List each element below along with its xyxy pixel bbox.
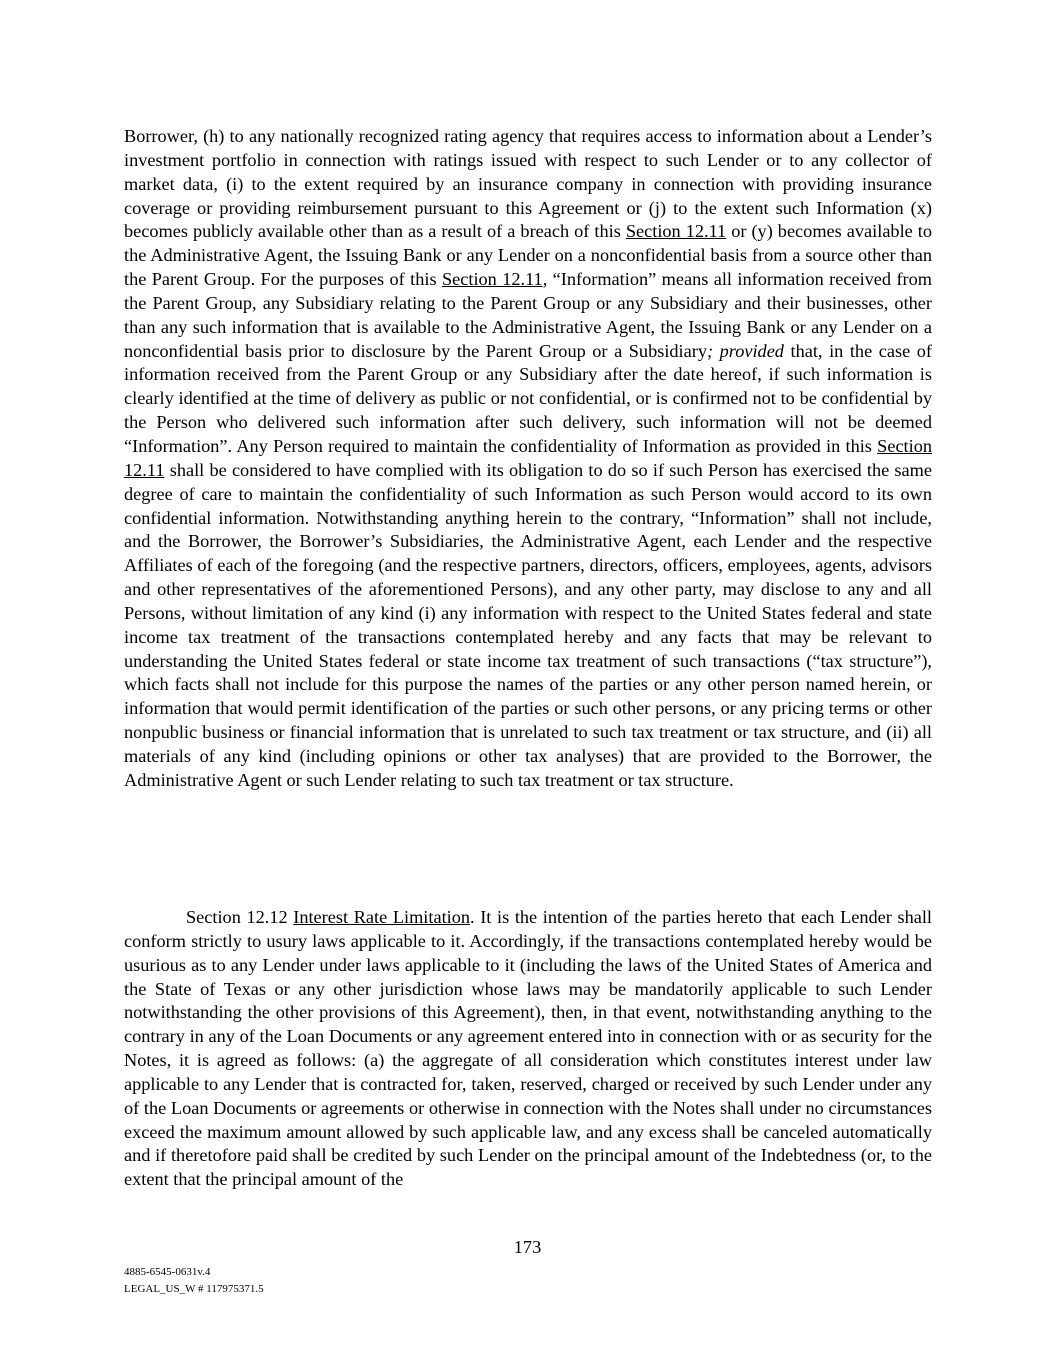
section-title: Interest Rate Limitation — [293, 907, 471, 927]
paragraph-text: or (y) becomes available to the Administrative Agent, the Issuing Bank or any Lender on a nonconfidential basis from a source other than the Parent Group. For the purposes of this — [124, 221, 933, 290]
paragraph-text: Borrower, (h) to any nationally recognized rating agency that requires access to information about a Lender’s investment portfolio in connection with ratings issued with respect to such Lender or to any collector of market data, (i) to the extent required by an insurance company in connection with providing insurance coverage or providing reimbursement pursuant to this Agreement or (j) to the extent such Information (x) becomes publicly available other than as a result of a breach of this — [124, 126, 932, 242]
paragraph-text: shall be considered to have complied with its obligation to do so if such Person has exercised the same degree of care to maintain the confidentiality of such Information as such Person would accord to its own confidential information. Notwithstanding anything herein to the contrary, “Information” shall not include, and the Borrower, the Borrower’s Subsidiaries, the Administrative Agent, each Lender and the respective Affiliates of each of the foregoing (and the respective partners, directors, officers, employees, agents, advisors and other representatives of the aforementioned Persons), and any other party, may disclose to any and all Persons, without limitation of any kind (i) any information with respect to the United States federal and state income tax treatment of the transactions contemplated hereby and any facts that may be relevant to understanding the United States federal or state income tax treatment of such transactions (“tax structure”), which facts shall not include for this purpose the names of the parties or any other person named herein, or information that would permit identification of the parties or such other persons, or any pricing terms or other nonpublic business or financial information that is unrelated to such tax treatment or tax structure, and (ii) all materials of any kind (including opinions or other tax analyses) that are provided to the Borrower, the Administrative Agent or such Lender relating to such tax treatment or tax structure. — [124, 459, 932, 790]
section-number: Section 12.12 — [186, 907, 288, 927]
paragraph-text: that, in the case of information received from the Parent Group or any Subsidiary after the date hereof, if such information is clearly identified at the time of delivery as public or not confidential, or is confirmed not to be confidential by the Person who delivered such information after such delivery, such information will not be deemed “Information”. Any Person required to maintain the confidentiality of Information as provided in this — [124, 340, 933, 456]
section-reference: Section 12.11 — [625, 221, 727, 242]
provided-term: ; provided — [706, 340, 784, 361]
paragraph-text: . It is the intention of the parties hereto that each Lender shall conform strictly to usury laws applicable to it. Accordingly, if the transactions contemplated hereby would be usurious as to any Lender under laws applicable to it (including the laws of the United States of America and the State of Texas or any other jurisdiction whose laws may be mandatorily applicable to such Lender notwithstanding the other provisions of this Agreement), then, in that event, notwithstanding anything to the contrary in any of the Loan Documents or any agreement entered into in connection with or as security for the Notes, it is agreed as follows: (a) the aggregate of all consideration which constitutes interest under law applicable to any Lender that is contracted for, taken, reserved, charged or received by such Lender under any of the Loan Documents or agreements or otherwise in connection with the Notes shall under no circumstances exceed the maximum amount allowed by such applicable law, and any excess shall be canceled automatically and if theretofore paid shall be credited by such Lender on the principal amount of the Indebtedness (or, to the extent that the principal amount of the — [124, 907, 932, 1190]
page-number: 173 — [513, 1237, 542, 1257]
section-reference: Section 12.11 — [441, 269, 543, 290]
body-paragraph-confidentiality — [124, 125, 932, 793]
paragraph-text: , “Information” means all information received from the Parent Group, any Subsidiary relating to the Parent Group or any Subsidiary and their businesses, other than any such information that is available to the Administrative Agent, the Issuing Bank or any Lender on a nonconfidential basis prior to disclosure by the Parent Group or a Subsidiary — [124, 269, 933, 361]
legal-id-footer: LEGAL_US_W # 117975371.5 — [124, 1283, 264, 1295]
section-reference: Section 12.11 — [124, 435, 932, 480]
document-id-footer: 4885-6545-0631v.4 — [124, 1266, 211, 1278]
body-paragraph-interest-rate-limitation — [124, 906, 932, 1192]
